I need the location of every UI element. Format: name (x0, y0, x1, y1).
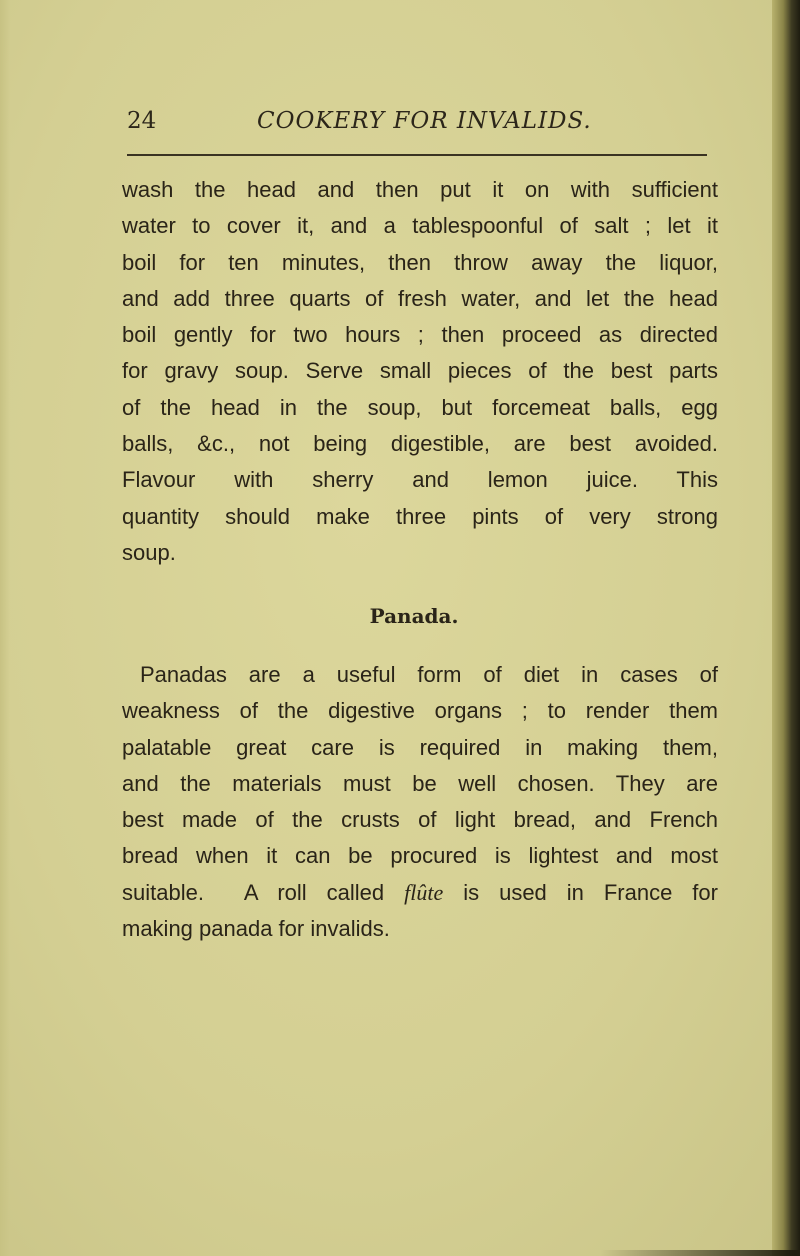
page-bottom-shadow (600, 1250, 800, 1256)
text-line: wash the head and then put it on with sufficient (122, 177, 718, 202)
text-line: balls, &c., not being digestible, are best avoided. (122, 431, 718, 457)
section-heading-text: Panada. (369, 604, 459, 628)
text-line: soup. (122, 539, 176, 565)
text-line: bread when it can be procured is lightest and most (122, 843, 718, 869)
paragraph-gravy-soup (122, 172, 718, 571)
text-line: Panadas are a useful form of diet in cases of (140, 662, 718, 687)
text-line-with-italic (122, 875, 718, 911)
text-line: and the materials must be well chosen. They are (122, 770, 718, 796)
text-line: boil for ten minutes, then throw away the liquor, (122, 249, 718, 275)
text-fragment: is used in France for (463, 879, 718, 905)
running-title: COOKERY FOR INVALIDS. (257, 108, 592, 134)
text-line: boil gently for two hours ; then proceed as directed (122, 322, 718, 348)
text-line: for gravy soup. Serve small pieces of the best parts (122, 358, 718, 384)
page-header (127, 108, 717, 148)
text-fragment: suitable. (122, 879, 204, 905)
text-line: of the head in the soup, but forcemeat balls, egg (122, 394, 718, 420)
text-line: weakness of the digestive organs ; to render them (122, 698, 718, 724)
text-fragment: A roll called (243, 879, 385, 905)
paragraph-panada (122, 657, 718, 947)
text-line: quantity should make three pints of very strong (122, 503, 718, 529)
text-line: Flavour with sherry and lemon juice. This (122, 467, 718, 493)
text-line: making panada for invalids. (122, 916, 390, 942)
section-heading-panada (0, 604, 800, 628)
italic-word-flute: flûte (404, 879, 444, 905)
header-rule (127, 154, 707, 156)
text-line: water to cover it, and a tablespoonful of salt ; let it (122, 213, 718, 239)
text-line: best made of the crusts of light bread, and French (122, 807, 718, 833)
text-line: palatable great care is required in making them, (122, 734, 718, 760)
page-number: 24 (127, 108, 157, 134)
page-binding-edge (772, 0, 800, 1256)
text-line: and add three quarts of fresh water, and let the head (122, 285, 718, 311)
page-left-edge (0, 0, 10, 1256)
